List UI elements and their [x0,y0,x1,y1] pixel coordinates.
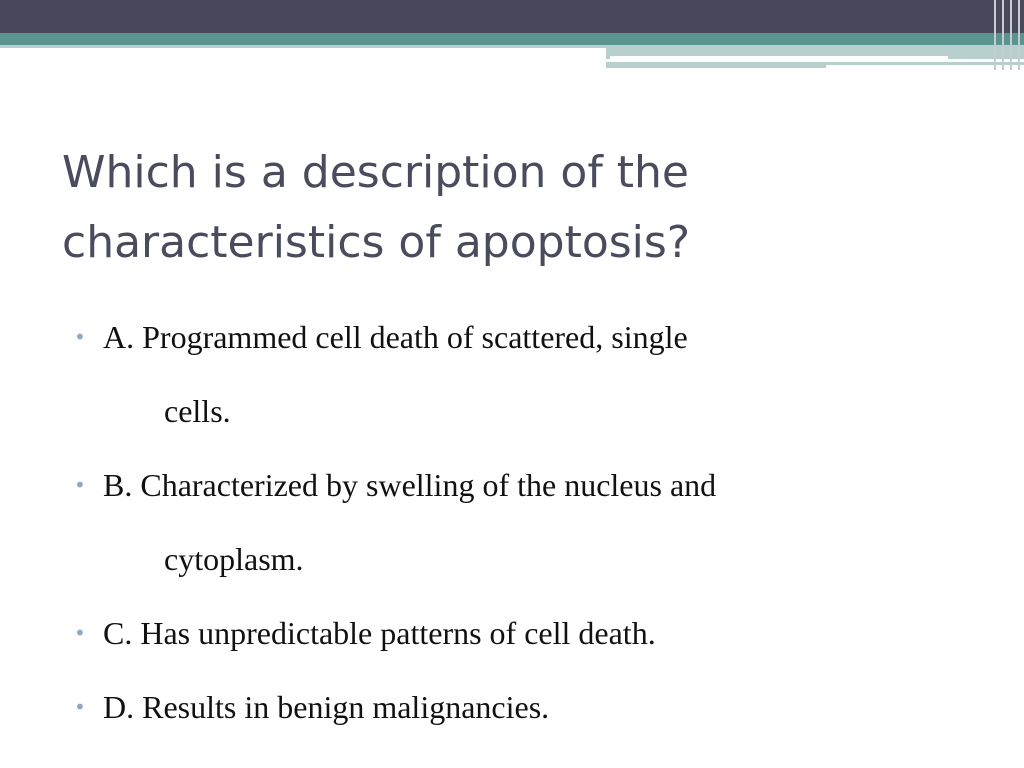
header-stripes [990,0,1024,70]
slide-title: Which is a description of the characteristics of apoptosis? [62,147,691,268]
option-text: D. Results in benign malignancies. [103,689,550,725]
answer-option-a [74,300,974,448]
answer-option-d [74,670,974,744]
stripe [994,0,996,70]
option-text-continued: cytoplasm. [164,541,304,577]
stripe [1002,0,1004,70]
stripe [1018,0,1020,70]
option-text-continued: cells. [164,393,231,429]
answer-option-b [74,448,974,596]
option-text: B. Characterized by swelling of the nucleus and [103,467,717,503]
answer-option-c [74,596,974,670]
bullet-icon: • [74,621,86,645]
header-light-bar [606,62,826,68]
header-dark-bar [0,0,1024,33]
bullet-icon: • [74,325,86,349]
option-text: C. Has unpredictable patterns of cell death. [103,615,656,651]
answer-options [74,300,974,744]
header-light-bar [0,45,606,48]
bullet-icon: • [74,695,86,719]
stripe [1010,0,1012,70]
header-divider-line [610,56,948,59]
option-text: A. Programmed cell death of scattered, single [103,319,688,355]
header-teal-bar [0,33,1024,45]
bullet-icon: • [74,473,86,497]
